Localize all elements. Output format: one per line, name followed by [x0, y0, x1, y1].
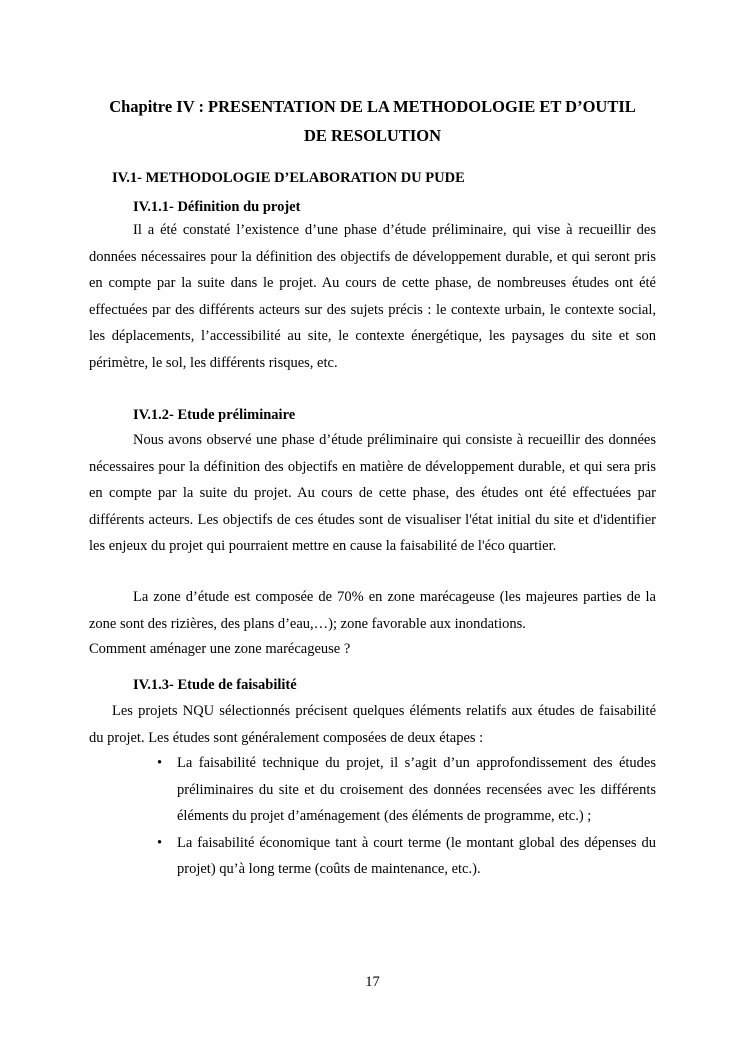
paragraph-definition: Il a été constaté l’existence d’une phase d’étude préliminaire, qui vise à recueillir des données nécessaires pour la définition des objectifs de développement durable, et qui seront pris en compte par la suite dans le projet. Au cours de cette phase, de nombreuses études ont été effectuées par des différents acteurs sur des sujets précis : le contexte urbain, le contexte social, les déplacements, l’accessibilité au site, le contexte énergétique, les paysages du site et son périmètre, le sol, les différents risques, etc. — [89, 222, 656, 371]
paragraph-zone-etude: La zone d’étude est composée de 70% en zone marécageuse (les majeures parties de la zone sont des rizières, des plans d’eau,…); zone favorable aux inondations. — [89, 589, 656, 632]
bullet-text-technique: La faisabilité technique du projet, il s’agit d’un approfondissement des études préliminaires du site et du croisement des données recensées avec les différents éléments du projet d’aménagement (des éléments de programme, etc.) ; — [177, 755, 656, 824]
subsection-title-etude-preliminaire: IV.1.2- Etude préliminaire — [133, 407, 296, 423]
paragraph-etude-preliminaire: Nous avons observé une phase d’étude préliminaire qui consiste à recueillir des données nécessaires pour la définition des objectifs en matière de développement durable, et qui sera pris en compte par la suite du projet. Au cours de cette phase, des études ont été effectuées par différents acteurs. Les objectifs de ces études sont de visualiser l'état initial du site et d'identifier les enjeux du projet qui pourraient mettre en cause la faisabilité de l'éco quartier. — [89, 432, 656, 554]
chapter-title-line-2: DE RESOLUTION — [303, 126, 442, 145]
faisabilite-bullet-list — [155, 750, 656, 883]
bullet-text-economique: La faisabilité économique tant à court terme (le montant global des dépenses du projet) qu’à long terme (coûts de maintenance, etc.). — [177, 834, 656, 877]
bullet-icon: • — [157, 834, 163, 851]
bullet-item-technique — [155, 750, 656, 830]
bullet-item-economique — [155, 830, 656, 883]
question-line: Comment aménager une zone marécageuse ? — [89, 641, 351, 657]
section-title: IV.1- METHODOLOGIE D’ELABORATION DU PUDE — [112, 170, 465, 186]
subsection-title-definition: IV.1.1- Définition du projet — [133, 199, 301, 215]
page-number: 17 — [365, 974, 380, 990]
chapter-title-line-1: Chapitre IV : PRESENTATION DE LA METHODOLOGIE ET D’OUTIL — [109, 97, 636, 116]
chapter-title — [89, 92, 656, 150]
bullet-icon: • — [157, 755, 163, 771]
paragraph-etude-faisabilite: Les projets NQU sélectionnés précisent quelques éléments relatifs aux études de faisabilité du projet. Les études sont généralement composées de deux étapes : — [89, 703, 656, 746]
subsection-title-etude-faisabilite: IV.1.3- Etude de faisabilité — [133, 677, 297, 693]
